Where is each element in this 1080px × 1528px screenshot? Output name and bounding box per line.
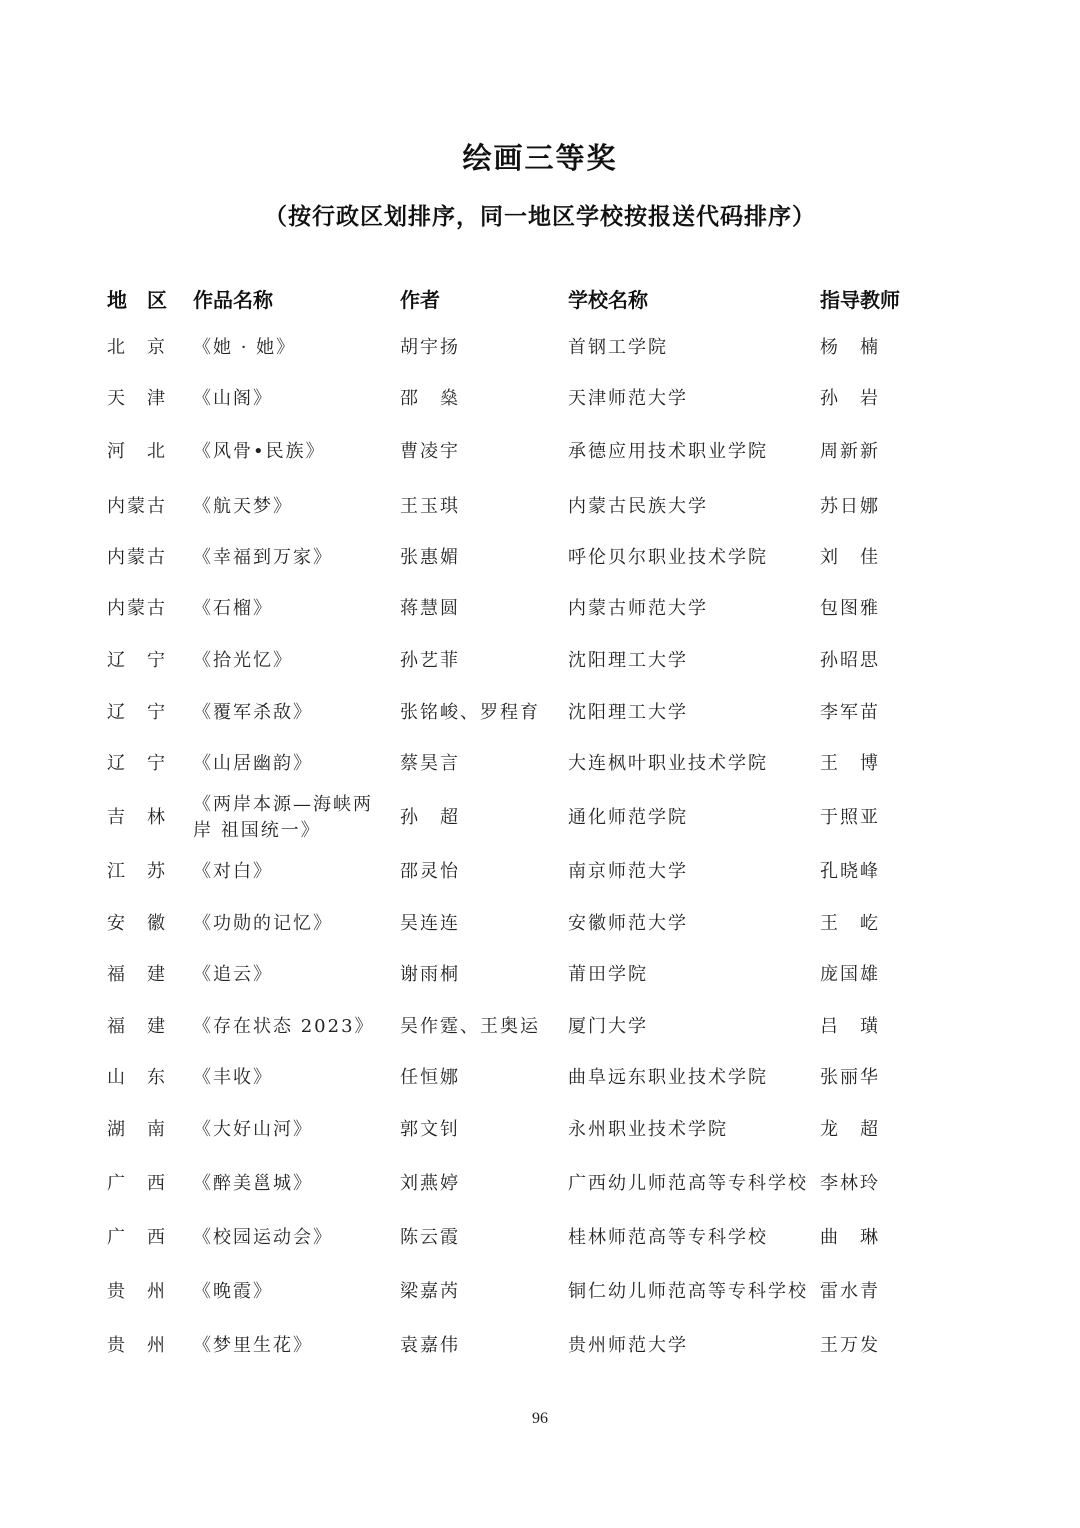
cell-teacher: 张丽华 (820, 1067, 880, 1088)
cell-work: 《风骨•民族》 (193, 441, 326, 462)
table-row (0, 427, 1080, 477)
cell-author: 蒋慧圆 (400, 598, 460, 619)
cell-region: 贵 州 (107, 1281, 167, 1302)
cell-author: 张铭峻、罗程育 (400, 702, 540, 723)
cell-region: 内蒙古 (107, 496, 167, 517)
cell-work: 《校园运动会》 (193, 1227, 333, 1248)
cell-teacher: 王万发 (820, 1335, 880, 1356)
cell-school: 呼伦贝尔职业技术学院 (568, 547, 768, 568)
cell-author: 梁嘉芮 (400, 1281, 460, 1302)
cell-teacher: 周新新 (820, 441, 880, 462)
cell-school: 桂林师范高等专科学校 (568, 1227, 768, 1248)
cell-school: 首钢工学院 (568, 337, 668, 358)
cell-author: 刘燕婷 (400, 1173, 460, 1194)
cell-author: 任恒娜 (400, 1067, 460, 1088)
cell-school: 安徽师范大学 (568, 913, 688, 934)
table-row (0, 1263, 1080, 1321)
cell-work: 《丰收》 (193, 1067, 273, 1088)
cell-teacher: 孙 岩 (820, 388, 880, 409)
cell-work: 《晚霞》 (193, 1281, 273, 1302)
cell-teacher: 雷水青 (820, 1281, 880, 1302)
page-title: 绘画三等奖 (462, 141, 618, 175)
table-row (0, 688, 1080, 738)
cell-region: 内蒙古 (107, 547, 167, 568)
cell-work: 《拾光忆》 (193, 650, 293, 671)
cell-region: 内蒙古 (107, 598, 167, 619)
cell-author: 孙 超 (400, 807, 460, 828)
cell-work: 《追云》 (193, 964, 273, 985)
cell-region: 安 徽 (107, 913, 167, 934)
cell-teacher: 王 屹 (820, 913, 880, 934)
cell-author: 吴作霆、王奥运 (400, 1016, 540, 1037)
cell-work: 《山阁》 (193, 388, 273, 409)
cell-work: 《醉美邕城》 (193, 1173, 313, 1194)
table-row (0, 789, 1080, 847)
cell-school: 永州职业技术学院 (568, 1119, 728, 1140)
cell-author: 王玉琪 (400, 496, 460, 517)
cell-author: 谢雨桐 (400, 964, 460, 985)
cell-school: 铜仁幼儿师范高等专科学校 (568, 1281, 808, 1302)
cell-author: 陈云霞 (400, 1227, 460, 1248)
cell-author: 邵灵怡 (400, 861, 460, 882)
cell-region: 辽 宁 (107, 650, 167, 671)
cell-work: 《功勋的记忆》 (193, 913, 333, 934)
cell-author: 郭文钊 (400, 1119, 460, 1140)
table-row (0, 899, 1080, 949)
header-school: 学校名称 (568, 288, 648, 312)
cell-teacher: 苏日娜 (820, 496, 880, 517)
cell-school: 大连枫叶职业技术学院 (568, 753, 768, 774)
cell-region: 辽 宁 (107, 753, 167, 774)
cell-teacher: 庞国雄 (820, 964, 880, 985)
cell-school: 曲阜远东职业技术学院 (568, 1067, 768, 1088)
cell-school: 内蒙古民族大学 (568, 496, 708, 517)
cell-work: 《存在状态 2023》 (193, 1016, 375, 1037)
cell-teacher: 李军苗 (820, 702, 880, 723)
cell-teacher: 曲 琳 (820, 1227, 880, 1248)
table-row (0, 739, 1080, 789)
table-row (0, 374, 1080, 424)
cell-region: 河 北 (107, 441, 167, 462)
cell-work: 《对白》 (193, 861, 273, 882)
cell-teacher: 王 博 (820, 753, 880, 774)
cell-work: 《两岸本源—海峡两岸 祖国统一》 (193, 794, 373, 841)
cell-work: 《大好山河》 (193, 1119, 313, 1140)
cell-school: 沈阳理工大学 (568, 650, 688, 671)
cell-work: 《山居幽韵》 (193, 753, 313, 774)
table-row (0, 482, 1080, 532)
cell-work: 《幸福到万家》 (193, 547, 333, 568)
table-row (0, 1155, 1080, 1213)
cell-region: 辽 宁 (107, 702, 167, 723)
cell-region: 福 建 (107, 964, 167, 985)
cell-work: 《航天梦》 (193, 496, 293, 517)
cell-author: 曹凌宇 (400, 441, 460, 462)
cell-school: 天津师范大学 (568, 388, 688, 409)
cell-region: 吉 林 (107, 807, 167, 828)
cell-school: 贵州师范大学 (568, 1335, 688, 1356)
cell-work: 《石榴》 (193, 598, 273, 619)
cell-author: 吴连连 (400, 913, 460, 934)
cell-author: 孙艺菲 (400, 650, 460, 671)
header-work: 作品名称 (193, 288, 273, 312)
header-teacher: 指导教师 (820, 288, 900, 312)
header-author: 作者 (400, 288, 440, 312)
table-header (0, 280, 1080, 312)
cell-teacher: 龙 超 (820, 1119, 880, 1140)
cell-school: 内蒙古师范大学 (568, 598, 708, 619)
cell-region: 山 东 (107, 1067, 167, 1088)
cell-teacher: 包图雅 (820, 598, 880, 619)
cell-author: 胡宇扬 (400, 337, 460, 358)
cell-author: 蔡昊言 (400, 753, 460, 774)
cell-school: 沈阳理工大学 (568, 702, 688, 723)
cell-work: 《覆军杀敌》 (193, 702, 313, 723)
cell-region: 北 京 (107, 337, 167, 358)
table-row (0, 1002, 1080, 1052)
cell-school: 厦门大学 (568, 1016, 648, 1037)
cell-school: 承德应用技术职业学院 (568, 441, 768, 462)
cell-author: 袁嘉伟 (400, 1335, 460, 1356)
cell-teacher: 孔晓峰 (820, 861, 880, 882)
cell-school: 莆田学院 (568, 964, 648, 985)
table-row (0, 1053, 1080, 1103)
table-row (0, 847, 1080, 897)
cell-teacher: 刘 佳 (820, 547, 880, 568)
cell-author: 张惠媚 (400, 547, 460, 568)
table-row (0, 533, 1080, 583)
table-row (0, 1321, 1080, 1371)
cell-region: 贵 州 (107, 1335, 167, 1356)
cell-teacher: 孙昭思 (820, 650, 880, 671)
table-row (0, 1213, 1080, 1263)
header-region: 地 区 (107, 288, 167, 312)
cell-work: 《梦里生花》 (193, 1335, 313, 1356)
cell-region: 天 津 (107, 388, 167, 409)
table-row (0, 323, 1080, 373)
cell-region: 江 苏 (107, 861, 167, 882)
cell-teacher: 杨 楠 (820, 337, 880, 358)
cell-region: 湖 南 (107, 1119, 167, 1140)
cell-school: 南京师范大学 (568, 861, 688, 882)
cell-school: 广西幼儿师范高等专科学校 (568, 1173, 808, 1194)
cell-region: 广 西 (107, 1227, 167, 1248)
table-row (0, 950, 1080, 1000)
cell-teacher: 于照亚 (820, 807, 880, 828)
cell-work: 《她 · 她》 (193, 337, 297, 358)
cell-school: 通化师范学院 (568, 807, 688, 828)
page-subtitle: （按行政区划排序，同一地区学校按报送代码排序） (264, 204, 816, 230)
table-row (0, 1105, 1080, 1155)
cell-region: 福 建 (107, 1016, 167, 1037)
table-row (0, 584, 1080, 634)
page-number: 96 (532, 1410, 548, 1427)
cell-teacher: 李林玲 (820, 1173, 880, 1194)
table-row (0, 636, 1080, 686)
cell-region: 广 西 (107, 1173, 167, 1194)
cell-author: 邵 燊 (400, 388, 460, 409)
cell-teacher: 吕 璜 (820, 1016, 880, 1037)
